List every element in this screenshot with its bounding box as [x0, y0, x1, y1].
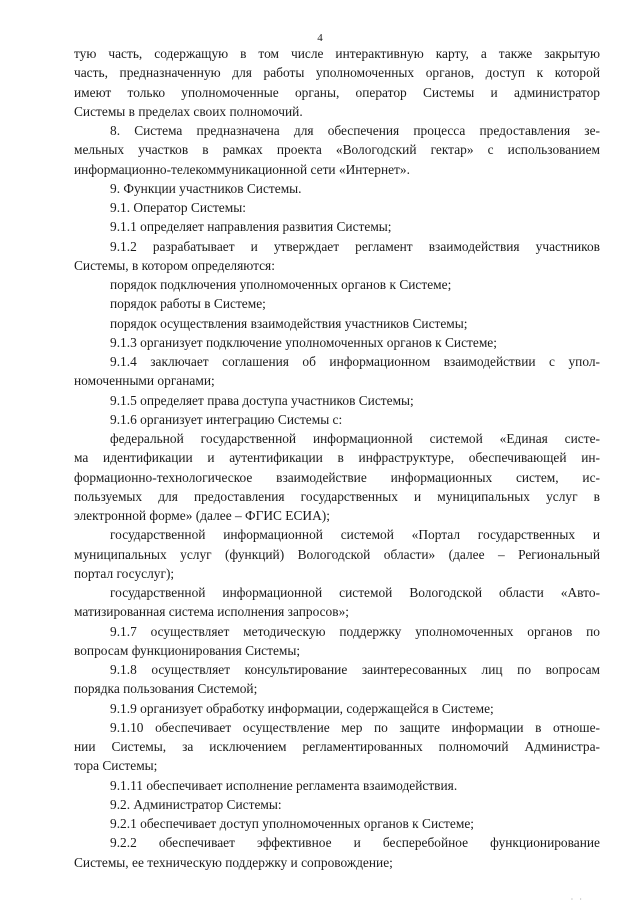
text-line: Системы, в котором определяются: [74, 257, 275, 273]
text-line: вопросам функционирования Системы; [74, 642, 301, 658]
corner-mark: · · [570, 895, 584, 904]
text-line: электронной форме» (далее – ФГИС ЕСИА); [74, 508, 330, 523]
text-line: портал госуслуг); [74, 565, 175, 581]
text-line: ма идентификации и аутентификации в инфраструктуре, обеспечивающей ин- [74, 450, 600, 466]
text-line: порядок осуществления взаимодействия участников Системы; [110, 315, 468, 331]
text-line: государственной информационной системой Вологодской области «Авто- [110, 585, 600, 600]
text-line: номоченными органами; [74, 373, 215, 389]
text-line: часть, предназначенную для работы уполномоченных органов, доступ к которой [74, 65, 600, 81]
text-line: 9.1. Оператор Системы: [110, 200, 246, 215]
text-line: мельных участков в рамках проекта «Вологодский гектар» с использованием [74, 142, 600, 158]
document-body [74, 44, 600, 872]
text-line: 9.1.5 определяет права доступа участников Системы; [110, 392, 414, 408]
text-line: Системы, ее техническую поддержку и сопровождение; [74, 854, 393, 870]
page-number: 4 [317, 32, 323, 44]
text-line: 9.1.9 организует обработку информации, содержащейся в Системе; [110, 700, 494, 716]
text-line: муниципальных услуг (функций) Вологодской области» (далее – Региональный [74, 546, 600, 562]
text-line: 9.2. Администратор Системы: [110, 796, 282, 812]
text-line: 8. Система предназначена для обеспечения процесса предоставления зе- [110, 123, 600, 138]
text-line: 9.2.2 обеспечивает эффективное и бесперебойное функционирование [110, 835, 600, 851]
text-line: пользуемых для предоставления государственных и муниципальных услуг в [74, 488, 600, 504]
text-line: государственной информационной системой «Портал государственных и [110, 527, 600, 543]
text-line: имеют только уполномоченные органы, оператор Системы и администратор [74, 84, 600, 100]
text-line: 9.1.1 определяет направления развития Системы; [110, 219, 392, 235]
text-line: 9.1.3 организует подключение уполномоченных органов к Системе; [110, 334, 497, 350]
text-line: формационно-технологическое взаимодействие информационных систем, ис- [74, 469, 600, 485]
text-line: матизированная система исполнения запросов»; [74, 604, 349, 620]
text-line: 9.2.1 обеспечивает доступ уполномоченных органов к Системе; [110, 816, 474, 831]
text-line: тора Системы; [74, 758, 158, 774]
text-line: 9.1.8 осуществляет консультирование заинтересованных лиц по вопросам [110, 662, 600, 677]
text-line: Системы в пределах своих полномочий. [74, 103, 303, 119]
text-line: 9.1.2 разрабатывает и утверждает регламент взаимодействия участников [110, 238, 600, 254]
text-line: порядка пользования Системой; [74, 681, 258, 697]
text-line: 9.1.11 обеспечивает исполнение регламента взаимодействия. [110, 777, 458, 793]
text-line: 9.1.10 обеспечивает осуществление мер по защите информации в отноше- [110, 719, 600, 735]
text-line: 9. Функции участников Системы. [110, 180, 302, 196]
text-line: федеральной государственной информационной системой «Единая систе- [110, 431, 600, 446]
text-line: тую часть, содержащую в том числе интерактивную карту, а также закрытую [74, 46, 600, 61]
text-line: 9.1.7 осуществляет методическую поддержку уполномоченных органов по [110, 623, 600, 639]
text-line: 9.1.4 заключает соглашения об информационном взаимодействии с упол- [110, 354, 600, 369]
text-line: нии Системы, за исключением регламентированных полномочий Администра- [74, 739, 600, 754]
text-line: 9.1.6 организует интеграцию Системы с: [110, 411, 343, 427]
text-line: порядок работы в Системе; [110, 296, 266, 312]
text-line: информационно-телекоммуникационной сети «Интернет». [74, 161, 410, 177]
text-line: порядок подключения уполномоченных органов к Системе; [110, 277, 452, 292]
